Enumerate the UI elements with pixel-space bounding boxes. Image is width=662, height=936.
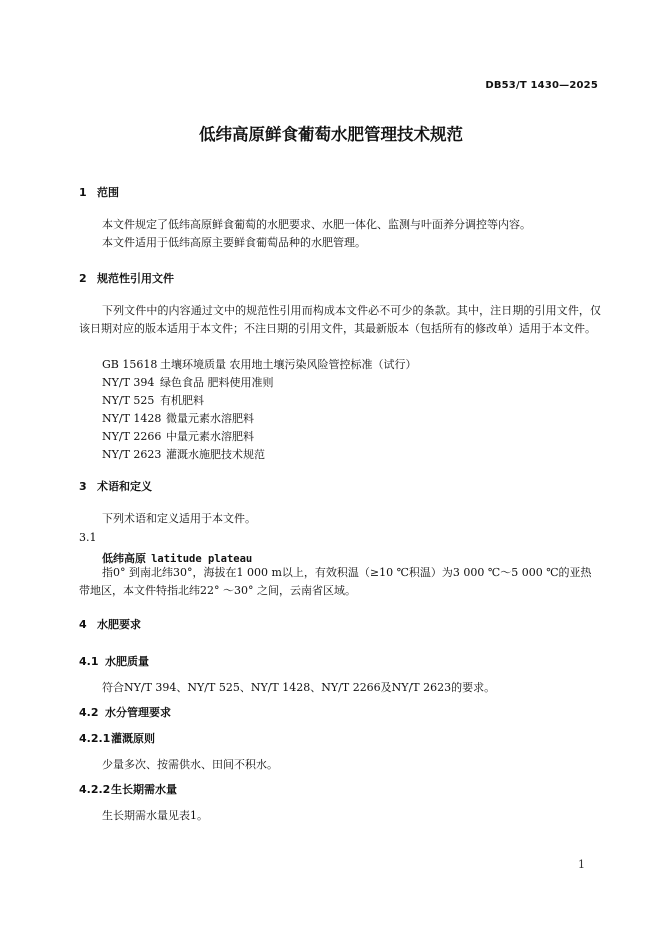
reference-code: NY/T 1428 [102,412,162,425]
standard-code: DB53/T 1430—2025 [485,80,598,91]
section-number: 4 [79,618,87,631]
reference-item [102,374,274,392]
term-chinese: 低纬高原 [102,552,146,565]
section-3-heading [79,478,152,494]
growth-period-water-text: 生长期需水量见表1。 [102,809,208,822]
reference-code: NY/T 525 [102,394,155,407]
section-title: 范围 [97,186,119,199]
subsection-number: 4.1 [79,655,99,668]
reference-item [102,446,265,464]
reference-item [102,410,254,428]
reference-name: 绿色食品 肥料使用准则 [160,376,274,389]
reference-code: GB 15618 [102,358,158,371]
subsection-title: 生长期需水量 [111,783,177,796]
reference-name: 中量元素水溶肥料 [166,430,254,443]
reference-name: 灌溉水施肥技术规范 [166,448,265,461]
subsection-title: 水肥质量 [105,655,149,668]
term-definition-line-1: 指0° 到南北纬30°，海拔在1 000 m以上，有效积温（≥10 ℃积温）为3 000 ℃～5 000 ℃的亚热 [102,566,592,579]
reference-code: NY/T 2623 [102,448,162,461]
section-number: 2 [79,272,87,285]
section-title: 水肥要求 [97,618,141,631]
reference-item [102,356,417,374]
references-intro-paragraph: 下列文件中的内容通过文中的规范性引用而构成本文件必不可少的条款。其中，注日期的引用文件，仅该日期对应的版本适用于本文件；不注日期的引用文件，其最新版本（包括所有的修改单）适用于本文件。 [79,304,601,335]
terms-intro-paragraph: 下列术语和定义适用于本文件。 [102,512,256,525]
reference-item [102,428,254,446]
subsection-title: 灌溉原则 [111,732,155,745]
reference-code: NY/T 394 [102,376,155,389]
reference-name: 有机肥料 [160,394,204,407]
subsection-number: 4.2.1 [79,732,111,745]
reference-name: 土壤环境质量 农用地土壤污染风险管控标准（试行） [160,358,417,371]
scope-paragraph-2: 本文件适用于低纬高原主要鲜食葡萄品种的水肥管理。 [102,236,366,249]
section-1-heading [79,184,119,200]
reference-name: 微量元素水溶肥料 [166,412,254,425]
section-number: 1 [79,186,87,199]
section-2-heading [79,270,174,286]
section-number: 3 [79,480,87,493]
water-fertilizer-quality-text: 符合NY/T 394、NY/T 525、NY/T 1428、NY/T 2266及NY/T 2623的要求。 [102,681,496,694]
subsection-4-1-heading [79,653,149,669]
subsection-number: 4.2 [79,706,99,719]
page-title: 低纬高原鲜食葡萄水肥管理技术规范 [199,125,463,144]
reference-item [102,392,204,410]
subsection-4-2-heading [79,704,171,720]
term-english: latitude plateau [151,553,253,565]
section-title: 术语和定义 [97,480,152,493]
term-definition-line-2: 带地区，本文件特指北纬22° ～30° 之间，云南省区域。 [79,584,356,597]
section-4-heading [79,616,141,632]
reference-code: NY/T 2266 [102,430,162,443]
subsection-4-2-1-heading [79,730,155,746]
irrigation-principle-text: 少量多次、按需供水、田间不积水。 [102,758,278,771]
subsection-title: 水分管理要求 [105,706,171,719]
subsection-4-2-2-heading [79,781,177,797]
scope-paragraph-1: 本文件规定了低纬高原鲜食葡萄的水肥要求、水肥一体化、监测与叶面养分调控等内容。 [102,218,531,231]
subsection-number: 4.2.2 [79,783,111,796]
section-title: 规范性引用文件 [97,272,174,285]
page-number: 1 [578,858,585,871]
term-number: 3.1 [79,531,97,544]
